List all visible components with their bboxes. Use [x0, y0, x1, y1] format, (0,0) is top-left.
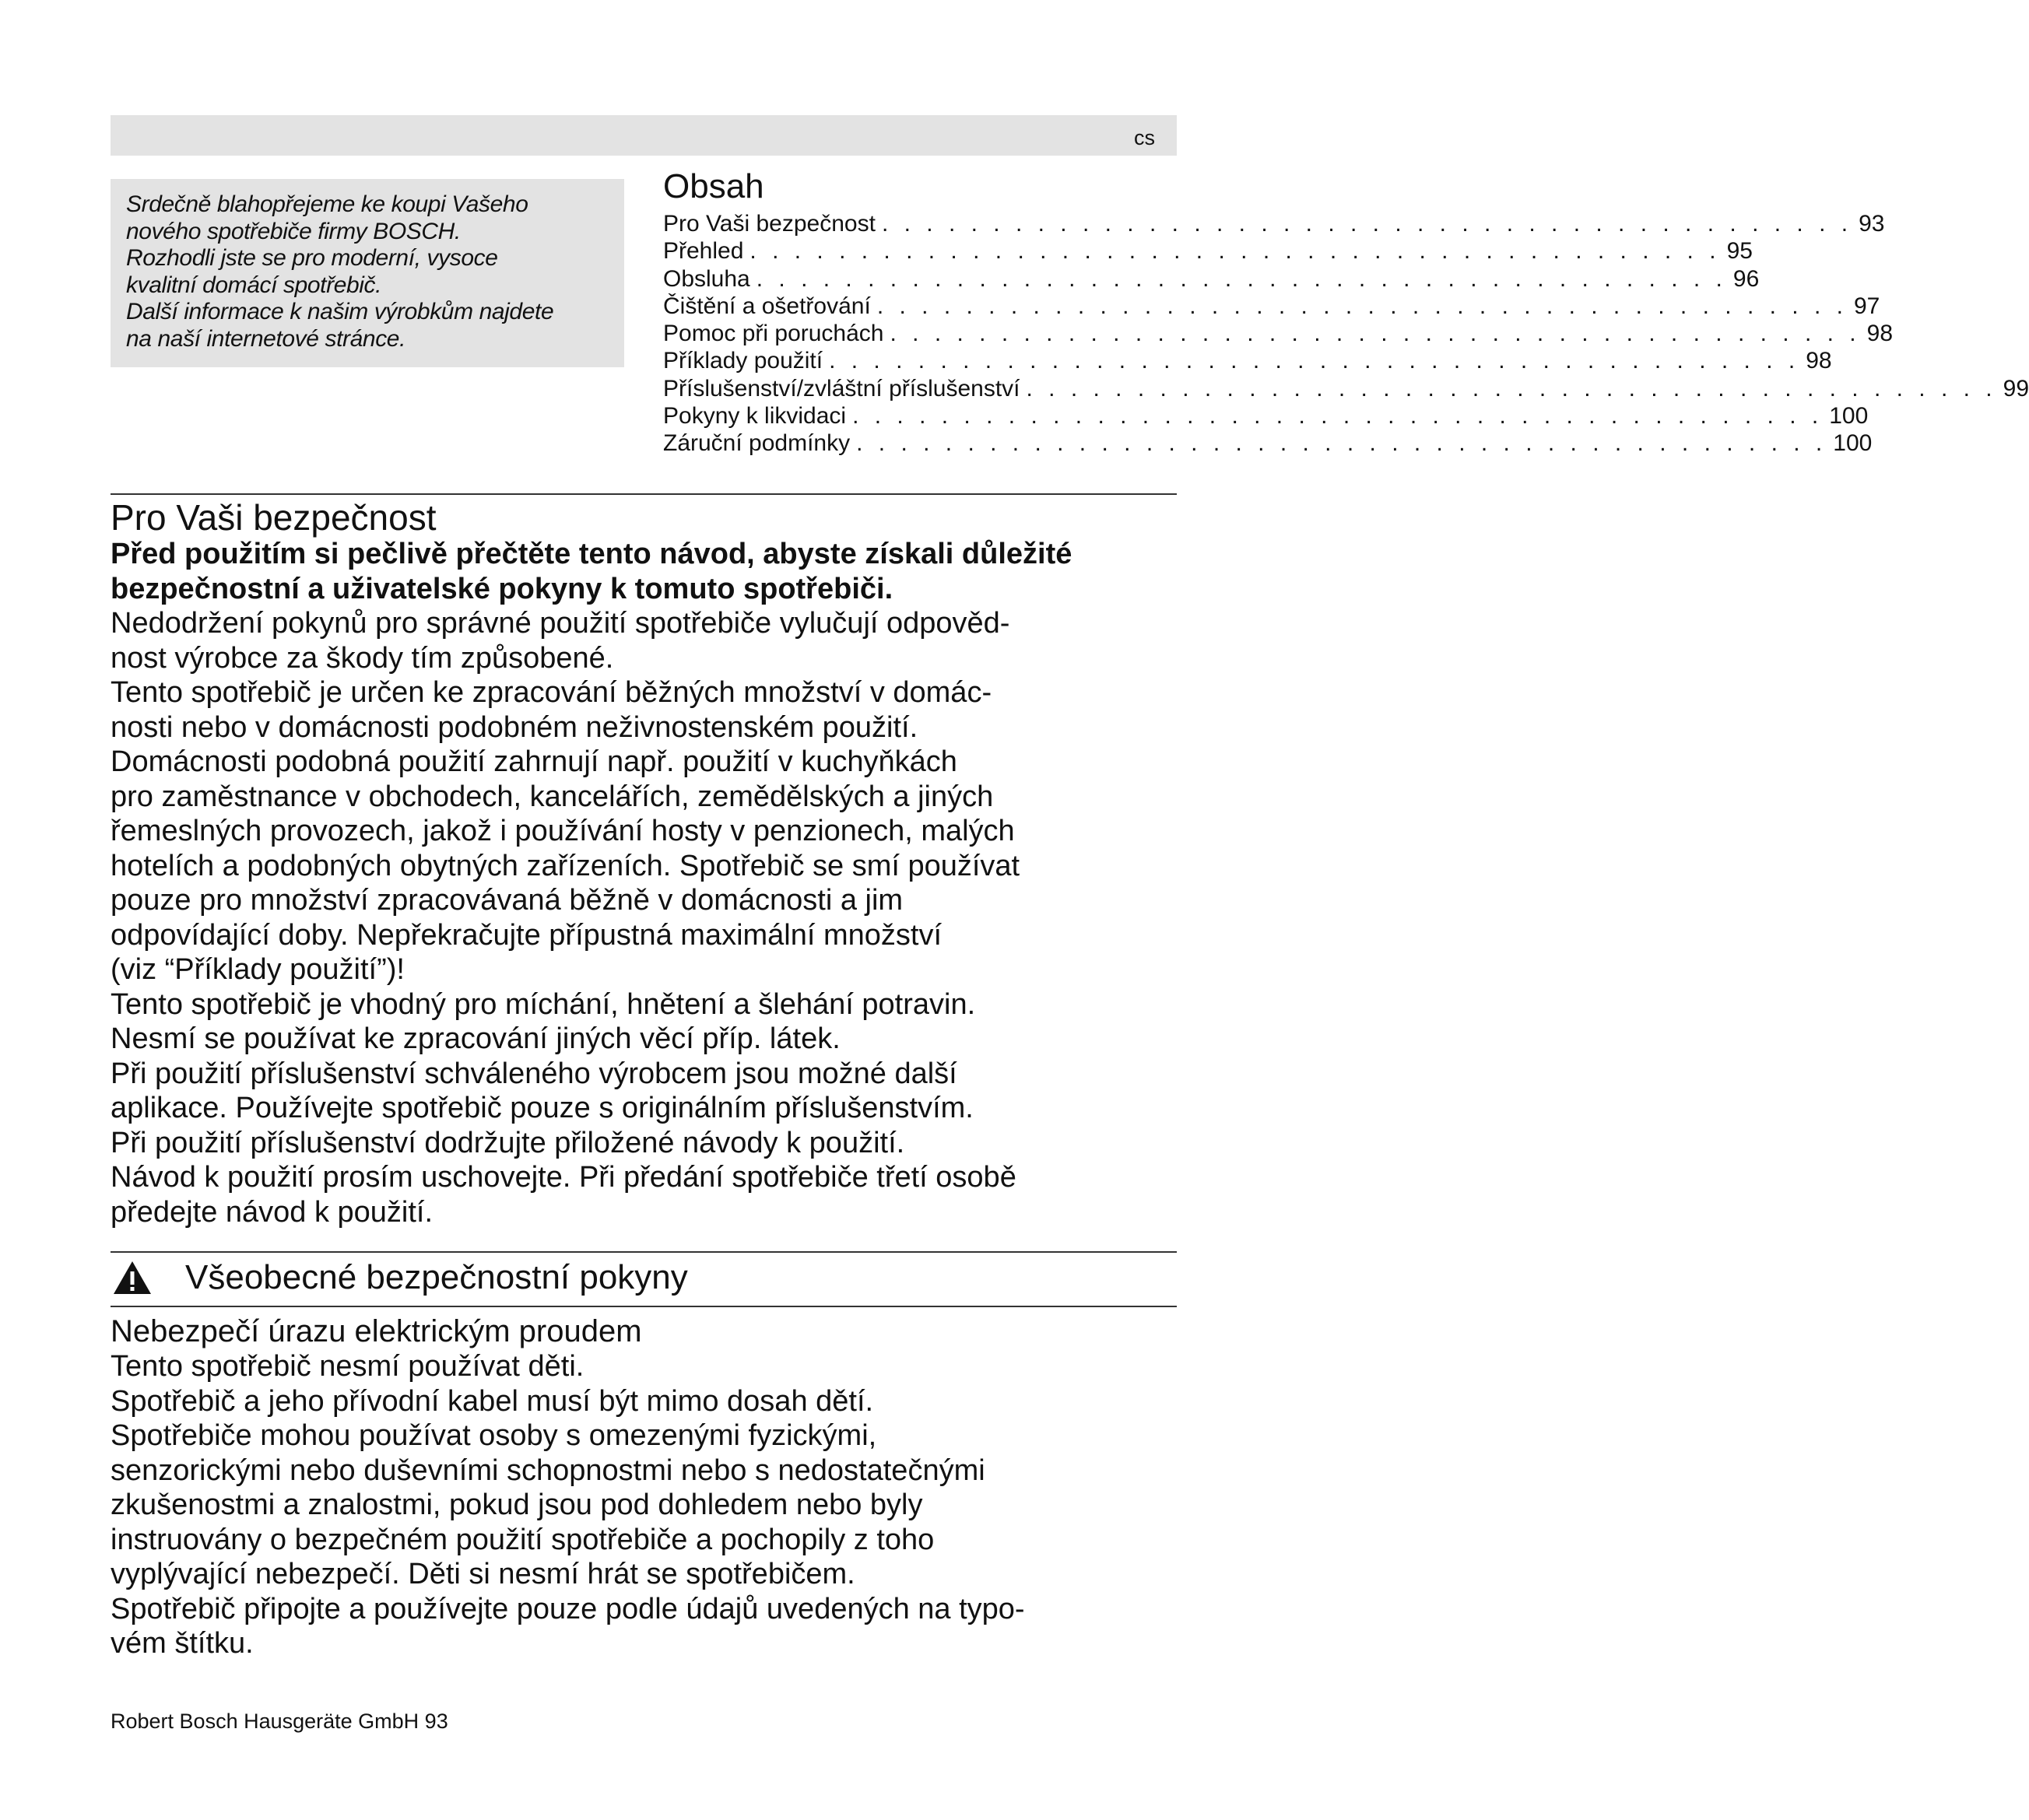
page-footer: Robert Bosch Hausgeräte GmbH 93 [111, 1710, 448, 1733]
toc-item-page: 98 [1806, 348, 1832, 374]
body-line: vém štítku. [111, 1627, 254, 1660]
toc-item-page: 95 [1726, 238, 1753, 265]
toc-leader-dots: . . . . . . . . . . . . . . . . . . . . . . . . . . . . . . . . . . . . . . . . . . . . [856, 430, 1827, 457]
section-title: Všeobecné bezpečnostní pokyny [185, 1258, 688, 1296]
toc-item-page: 97 [1853, 293, 1880, 319]
toc-leader-dots: . . . . . . . . . . . . . . . . . . . . . . . . . . . . . . . . . . . . . . . . . . . . [876, 293, 1848, 319]
toc-leader-dots: . . . . . . . . . . . . . . . . . . . . . . . . . . . . . . . . . . . . . . . . . . . . [890, 321, 1861, 347]
toc-leader-dots: . . . . . . . . . . . . . . . . . . . . . . . . . . . . . . . . . . . . . . . . . . . . [829, 348, 1800, 374]
toc-item-label: Čištění a ošetřování [663, 293, 871, 319]
body-line: hotelích a podobných obytných zařízeních. Spotřebič se smí používat [111, 849, 1020, 882]
body-line: Návod k použití prosím uschovejte. Při předání spotřebiče třetí osobě [111, 1161, 1016, 1194]
body-line: Spotřebiče mohou používat osoby s omezenými fyzickými, [111, 1419, 877, 1452]
intro-line: nového spotřebiče firmy BOSCH. [126, 218, 461, 244]
intro-line: Srdečně blahopřejeme ke koupi Vašeho [126, 191, 528, 217]
toc-item-page: 98 [1866, 321, 1894, 347]
toc-item-page: 100 [1829, 403, 1869, 430]
toc-item-page: 96 [1732, 265, 1760, 292]
warning-icon [112, 1260, 153, 1296]
body-line: (viz “Příklady použití”)! [111, 953, 405, 986]
toc-leader-dots: . . . . . . . . . . . . . . . . . . . . . . . . . . . . . . . . . . . . . . . . . . . . [1026, 375, 1997, 402]
body-line: Nedodržení pokynů pro správné použití spotřebiče vylučují odpověd- [111, 607, 1010, 640]
body-line: Spotřebič a jeho přívodní kabel musí být mimo dosah dětí. [111, 1384, 874, 1418]
safety-section [111, 498, 1185, 1229]
body-line: Při použití příslušenství schváleného výrobcem jsou možné další [111, 1057, 957, 1090]
body-line: řemeslných provozech, jakož i používání hosty v penzionech, malých [111, 815, 1015, 847]
body-line: Spotřebič připojte a používejte pouze podle údajů uvedených na typo- [111, 1592, 1025, 1625]
section-divider [111, 493, 1177, 495]
toc-item[interactable] [663, 402, 1869, 430]
body-line: zkušenostmi a znalostmi, pokud jsou pod dohledem nebo byly [111, 1489, 923, 1521]
toc-leader-dots: . . . . . . . . . . . . . . . . . . . . . . . . . . . . . . . . . . . . . . . . . . . . [756, 265, 1727, 292]
body-line: nosti nebo v domácnosti podobném neživnostenském použití. [111, 710, 918, 744]
toc-item[interactable] [663, 265, 1760, 293]
body-line: vyplývající nebezpečí. Děti si nesmí hrát se spotřebičem. [111, 1558, 855, 1590]
toc-leader-dots: . . . . . . . . . . . . . . . . . . . . . . . . . . . . . . . . . . . . . . . . . . . . [852, 403, 1824, 430]
toc-title: Obsah [663, 167, 764, 205]
body-line: Nesmí se používat ke zpracování jiných věcí příp. látek. [111, 1022, 841, 1055]
body-line: instruovány o bezpečném použití spotřebiče a pochopily z toho [111, 1523, 935, 1556]
toc-leader-dots: . . . . . . . . . . . . . . . . . . . . . . . . . . . . . . . . . . . . . . . . . . . . [881, 211, 1853, 237]
body-line: Při použití příslušenství dodržujte přiložené návody k použití. [111, 1126, 905, 1159]
subsection-title: Nebezpečí úrazu elektrickým proudem [111, 1314, 642, 1348]
body-line: Tento spotřebič je určen ke zpracování běžných množství v domác- [111, 676, 992, 709]
body-line: pro zaměstnance v obchodech, kancelářích, zemědělských a jiných [111, 780, 994, 813]
body-line: Domácnosti podobná použití zahrnují např. použití v kuchyňkách [111, 745, 957, 778]
toc-item-label: Pokyny k likvidaci [663, 403, 847, 430]
general-safety-section [111, 1313, 1185, 1661]
toc-item[interactable] [663, 237, 1753, 265]
header-bar [111, 115, 1177, 156]
toc-item-page: 100 [1833, 430, 1873, 457]
toc-item[interactable] [663, 347, 1832, 374]
toc-item-page: 99 [2003, 375, 2029, 402]
body-line: Tento spotřebič je vhodný pro míchání, hnětení a šlehání potravin. [111, 987, 976, 1021]
toc-item-label: Obsluha [663, 265, 750, 292]
body-line: pouze pro množství zpracovávaná běžně v domácnosti a jim [111, 884, 904, 917]
intro-line: na naší internetové stránce. [126, 325, 406, 352]
section-divider [111, 1306, 1177, 1307]
body-line: odpovídající doby. Nepřekračujte přípustná maximální množství [111, 918, 943, 952]
table-of-contents [663, 167, 2029, 458]
toc-item[interactable] [663, 375, 2029, 402]
intro-line: Rozhodli jste se pro moderní, vysoce [126, 245, 498, 271]
body-line: nost výrobce za škody tím způsobené. [111, 641, 614, 675]
body-line: Tento spotřebič nesmí používat děti. [111, 1350, 584, 1383]
section-title: Pro Vaši bezpečnost [111, 497, 437, 538]
body-line: předejte návod k použití. [111, 1195, 434, 1229]
toc-item-label: Přehled [663, 238, 744, 265]
toc-item[interactable] [663, 320, 1894, 347]
general-safety-heading [111, 1254, 1177, 1301]
toc-item-label: Pro Vaši bezpečnost [663, 211, 876, 237]
section-divider [111, 1251, 1177, 1253]
body-line: aplikace. Používejte spotřebič pouze s originálním příslušenstvím. [111, 1092, 974, 1124]
toc-item-label: Pomoc při poruchách [663, 321, 884, 347]
intro-line: Další informace k našim výrobkům najdete [126, 299, 554, 324]
toc-item[interactable] [663, 293, 1880, 320]
toc-item[interactable] [663, 430, 1873, 457]
toc-leader-dots: . . . . . . . . . . . . . . . . . . . . . . . . . . . . . . . . . . . . . . . . . . . . [749, 238, 1721, 265]
toc-item[interactable] [663, 210, 1885, 237]
toc-item-page: 93 [1859, 211, 1885, 237]
toc-item-label: Příklady použití [663, 348, 823, 374]
intro-line: kvalitní domácí spotřebič. [126, 272, 382, 298]
lead-line: bezpečnostní a uživatelské pokyny k tomuto spotřebiči. [111, 572, 893, 605]
toc-item-label: Příslušenství/zvláštní příslušenství [663, 375, 1020, 402]
lead-line: Před použitím si pečlivě přečtěte tento návod, abyste získali důležité [111, 538, 1072, 570]
body-line: senzorickými nebo duševními schopnostmi nebo s nedostatečnými [111, 1454, 985, 1487]
intro-box [111, 179, 624, 367]
toc-item-label: Záruční podmínky [663, 430, 851, 457]
language-code: cs [1134, 126, 1155, 149]
